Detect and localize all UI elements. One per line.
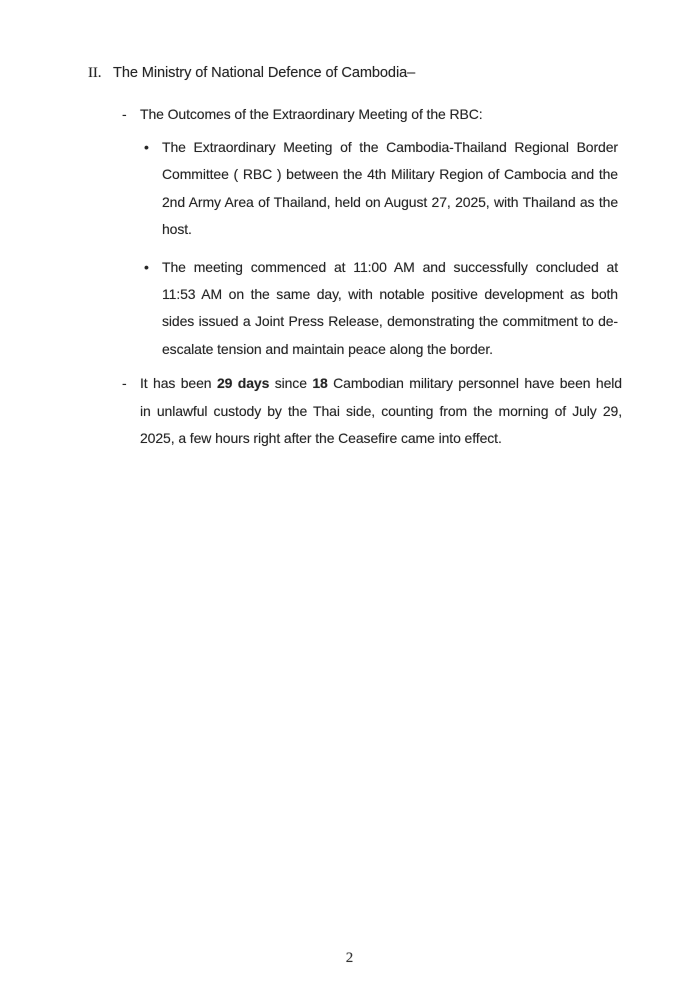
text-segment: It has been	[140, 375, 217, 392]
section-title: The Ministry of National Defence of Cambodia–	[113, 65, 416, 81]
dash-marker: -	[122, 375, 127, 392]
text-line: 2025, a few hours right after the Ceasefire came into effect.	[140, 430, 502, 447]
text-segment: since	[269, 375, 313, 392]
dash-marker: -	[122, 106, 127, 122]
dash-text	[140, 370, 622, 452]
text-line: 11:53 AM on the same day, with notable positive development as both	[162, 286, 618, 303]
text-line: host.	[162, 221, 192, 238]
text-line: Committee ( RBC ) between the 4th Military Region of Cambocia and the	[162, 166, 618, 183]
subsection-heading	[122, 104, 699, 124]
text-line: escalate tension and maintain peace along the border.	[162, 340, 493, 357]
section-numeral: II.	[88, 65, 102, 81]
text-line: The meeting commenced at 11:00 AM and successfully concluded at	[162, 258, 618, 275]
text-line: 2nd Army Area of Thailand, held on August 27, 2025, with Thailand as the	[162, 193, 618, 210]
text-line	[140, 370, 622, 397]
text-segment: Cambodian military personnel have been held	[327, 375, 622, 392]
text-line: The Extraordinary Meeting of the Cambodia-Thailand Regional Border	[162, 139, 618, 155]
bullet-icon: •	[144, 139, 149, 155]
text-line: sides issued a Joint Press Release, demonstrating the commitment to de-	[162, 313, 618, 330]
bold-text-segment: 29 days	[216, 375, 270, 392]
dash-item	[122, 370, 699, 452]
bullet-text	[162, 134, 618, 244]
text-line: in unlawful custody by the Thai side, counting from the morning of July 29,	[140, 402, 622, 419]
bold-text-segment: 18	[312, 375, 328, 392]
bullet-item	[144, 134, 699, 244]
bullet-text	[162, 254, 618, 364]
subsection-title: The Outcomes of the Extraordinary Meeting of the RBC:	[140, 106, 483, 122]
page-number: 2	[345, 950, 354, 966]
bullet-icon: •	[144, 258, 149, 275]
section-heading	[88, 63, 699, 83]
bullet-item	[144, 254, 699, 364]
